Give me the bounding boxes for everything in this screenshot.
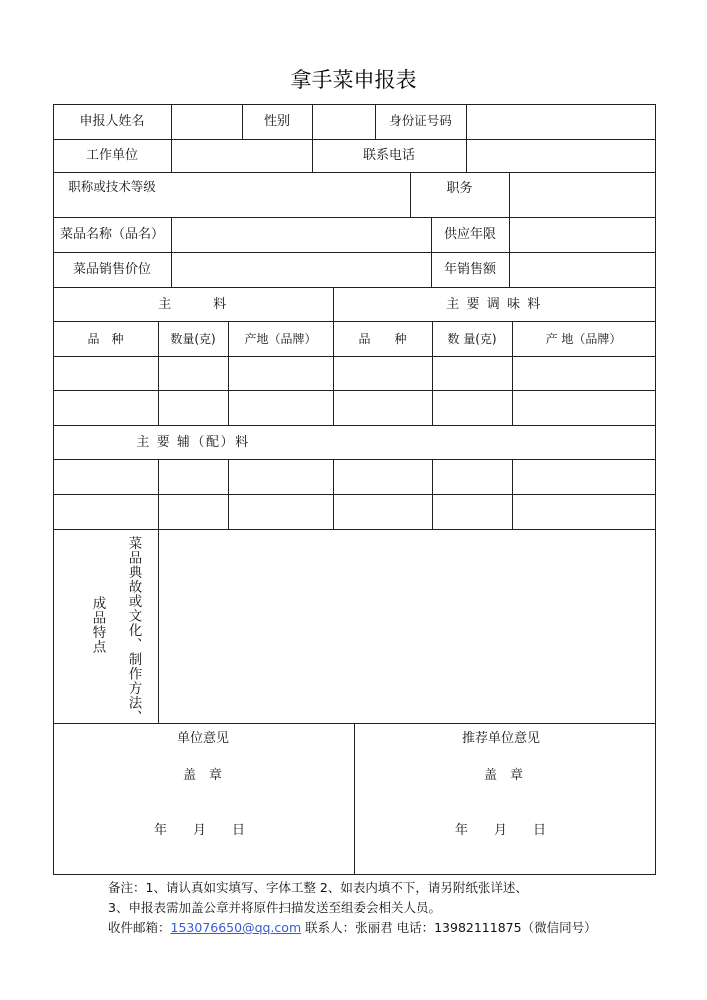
supply-years-field[interactable] bbox=[509, 217, 655, 252]
features-label: 成品特点 bbox=[89, 596, 106, 654]
dish-price-field[interactable] bbox=[171, 252, 431, 287]
main-col-quantity: 数量(克) bbox=[170, 331, 216, 346]
label-supply-years: 供应年限 bbox=[443, 227, 496, 242]
seasoning-col-origin: 产 地（品牌） bbox=[545, 331, 622, 346]
auxiliary-entry-cell[interactable] bbox=[512, 494, 655, 529]
title-level-field[interactable] bbox=[171, 172, 410, 217]
main-col-variety: 品 种 bbox=[87, 331, 124, 346]
ingredient-entry-cell[interactable] bbox=[53, 356, 158, 390]
main-col-origin: 产地（品牌） bbox=[244, 331, 317, 346]
form-line bbox=[655, 104, 656, 875]
seasoning-col-variety: 品 种 bbox=[358, 331, 407, 346]
label-contact-phone: 联系电话 bbox=[362, 148, 415, 163]
auxiliary-entry-cell[interactable] bbox=[512, 459, 655, 494]
seasoning-entry-cell[interactable] bbox=[512, 390, 655, 425]
form-line bbox=[53, 874, 656, 875]
seasoning-entry-cell[interactable] bbox=[432, 390, 512, 425]
seasoning-entry-cell[interactable] bbox=[333, 390, 432, 425]
email-label: 收件邮箱： bbox=[108, 920, 171, 935]
unit-date-label: 年 月 日 bbox=[154, 823, 246, 838]
label-applicant-name: 申报人姓名 bbox=[79, 114, 145, 129]
auxiliary-entry-cell[interactable] bbox=[228, 459, 333, 494]
auxiliary-entry-cell[interactable] bbox=[53, 494, 158, 529]
label-dish-price: 菜品销售价位 bbox=[72, 262, 151, 277]
auxiliary-entry-cell[interactable] bbox=[333, 494, 432, 529]
work-unit-field[interactable] bbox=[171, 139, 312, 172]
auxiliary-entry-cell[interactable] bbox=[158, 459, 228, 494]
label-id-number: 身份证号码 bbox=[389, 113, 452, 129]
position-field[interactable] bbox=[509, 172, 655, 217]
dish-name-field[interactable] bbox=[171, 217, 431, 252]
ingredient-entry-cell[interactable] bbox=[228, 390, 333, 425]
form-title: 拿手菜申报表 bbox=[290, 68, 417, 92]
seasoning-entry-cell[interactable] bbox=[333, 356, 432, 390]
label-annual-sales: 年销售额 bbox=[443, 262, 496, 277]
auxiliary-entry-cell[interactable] bbox=[228, 494, 333, 529]
auxiliary-entry-cell[interactable] bbox=[432, 494, 512, 529]
auxiliary-entry-cell[interactable] bbox=[432, 459, 512, 494]
auxiliary-entry-cell[interactable] bbox=[53, 459, 158, 494]
footer-contact-line bbox=[108, 918, 597, 936]
seasoning-entry-cell[interactable] bbox=[512, 356, 655, 390]
features-hint: 菜品典故或文化、制作方法、 bbox=[125, 536, 142, 725]
label-position: 职务 bbox=[446, 180, 473, 196]
id-number-field[interactable] bbox=[466, 104, 655, 139]
footer-note-line2: 3、申报表需加盖公章并将原件扫描发送至组委会相关人员。 bbox=[108, 900, 441, 915]
seasoning-entry-cell[interactable] bbox=[432, 356, 512, 390]
label-title-level: 职称或技术等级 bbox=[68, 178, 156, 194]
contact-info: 联系人：张丽君 电话：13982111875（微信同号） bbox=[301, 920, 597, 935]
seasonings-header: 主 要 调 味 料 bbox=[446, 296, 542, 312]
ingredient-entry-cell[interactable] bbox=[53, 390, 158, 425]
seasoning-col-quantity: 数 量(克) bbox=[447, 331, 497, 346]
applicant-name-field[interactable] bbox=[171, 104, 242, 139]
unit-opinion-title: 单位意见 bbox=[177, 731, 230, 746]
ingredient-entry-cell[interactable] bbox=[158, 356, 228, 390]
main-ingredients-header: 主 料 bbox=[158, 296, 228, 312]
features-field[interactable] bbox=[158, 529, 655, 723]
recommend-seal-label: 盖 章 bbox=[484, 768, 524, 783]
label-work-unit: 工作单位 bbox=[85, 148, 138, 163]
label-dish-name: 菜品名称（品名） bbox=[59, 227, 164, 242]
gender-field[interactable] bbox=[312, 104, 375, 139]
annual-sales-field[interactable] bbox=[509, 252, 655, 287]
ingredient-entry-cell[interactable] bbox=[158, 390, 228, 425]
email-link[interactable]: 153076650@qq.com bbox=[170, 920, 302, 935]
recommend-opinion-title: 推荐单位意见 bbox=[462, 731, 541, 746]
auxiliary-header: 主 要 辅（配）料 bbox=[136, 434, 250, 450]
footer-note-line1: 备注：1、请认真如实填写、字体工整 2、如表内填不下，请另附纸张详述、 bbox=[108, 880, 528, 895]
recommend-date-label: 年 月 日 bbox=[455, 823, 547, 838]
label-gender: 性别 bbox=[263, 114, 290, 129]
contact-phone-field[interactable] bbox=[466, 139, 655, 172]
unit-seal-label: 盖 章 bbox=[183, 768, 223, 783]
auxiliary-entry-cell[interactable] bbox=[333, 459, 432, 494]
form-line bbox=[354, 723, 355, 874]
ingredient-entry-cell[interactable] bbox=[228, 356, 333, 390]
auxiliary-entry-cell[interactable] bbox=[158, 494, 228, 529]
